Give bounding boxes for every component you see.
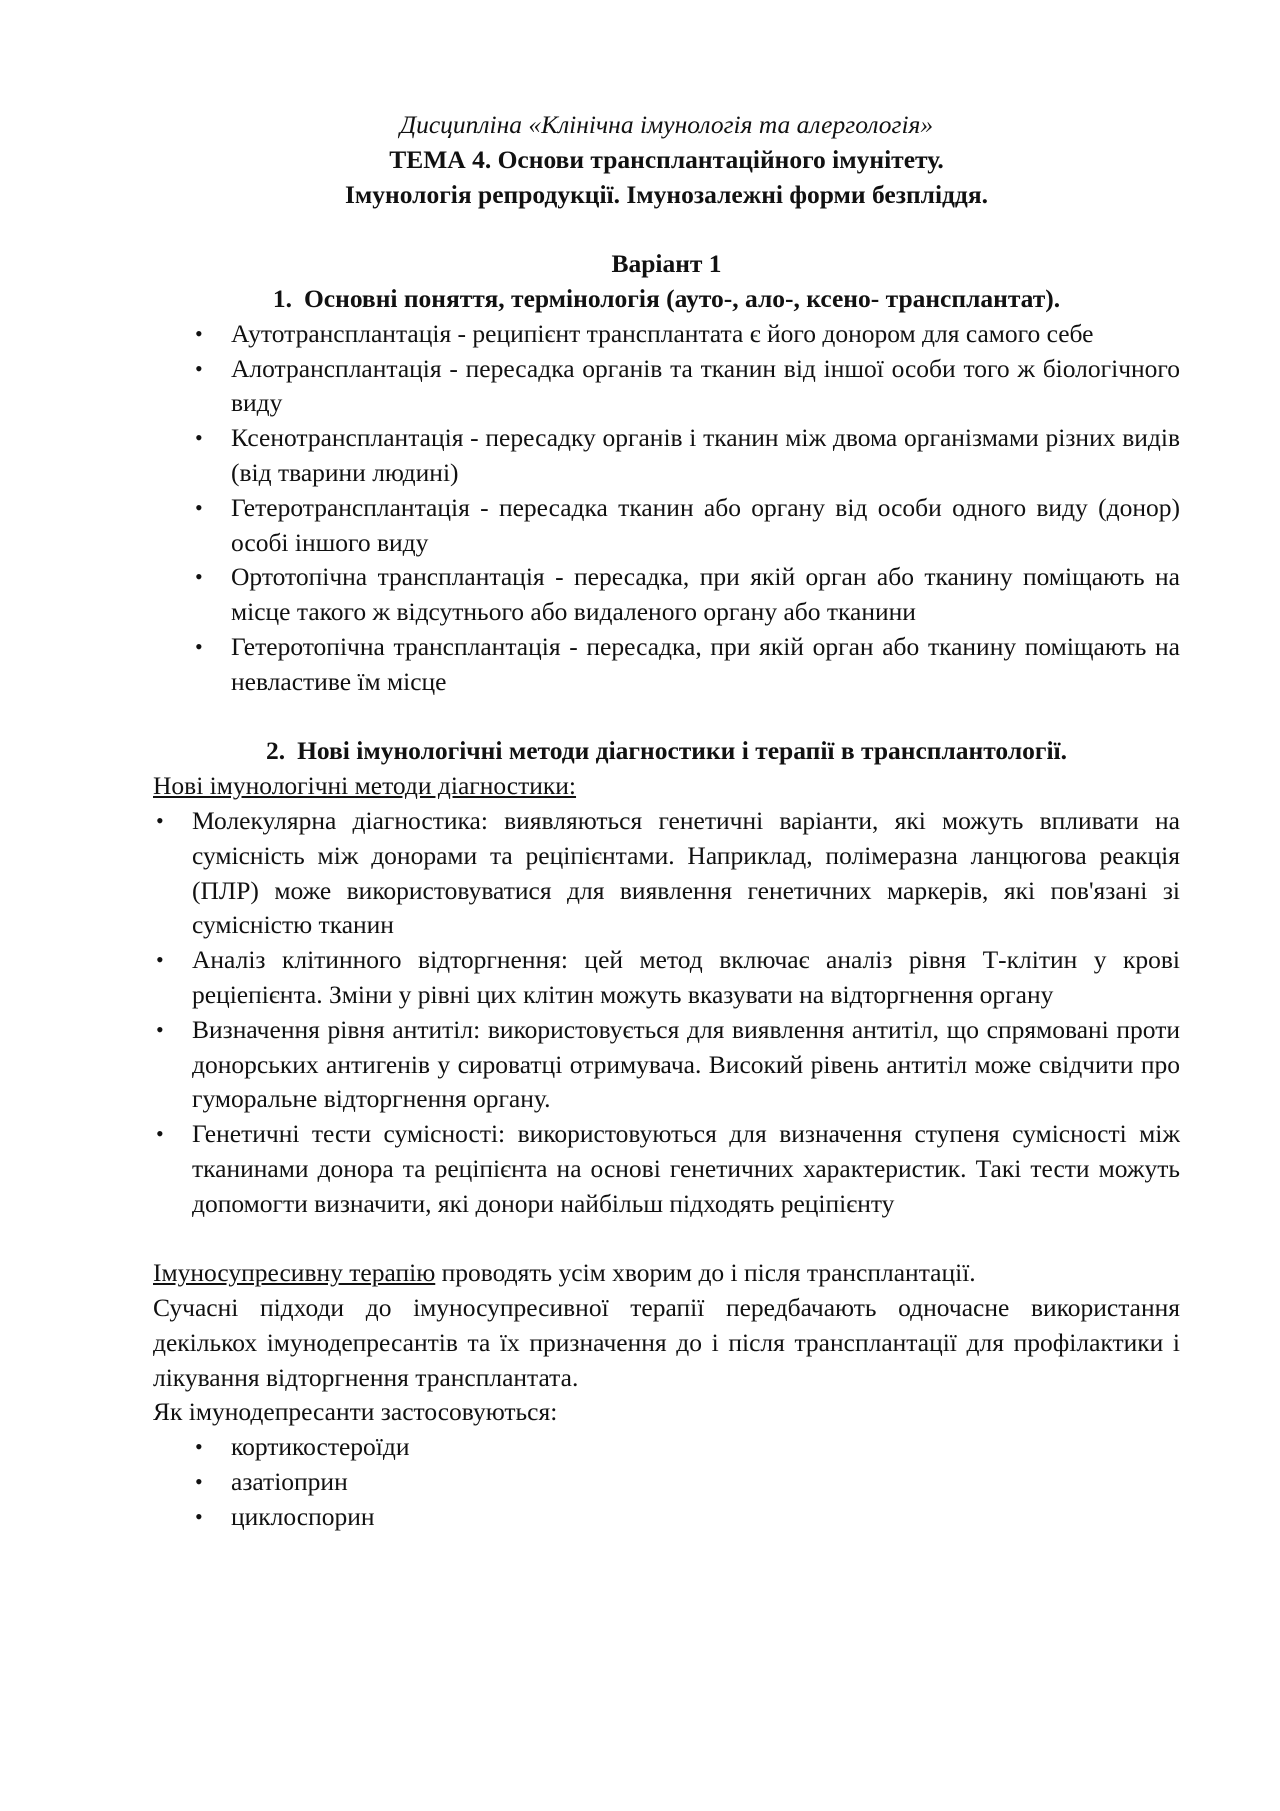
blank-line [153, 212, 1180, 247]
therapy-paragraph: Сучасні підходи до імуносупресивної терапії передбачають одночасне використання декількох імунодепресантів та їх призначення до і після трансплантації для профілактики і лікування відторгнення трансплантата. [153, 1293, 1180, 1392]
blank-line [153, 1222, 1180, 1257]
therapy-sentence [153, 1256, 1180, 1291]
discipline-title: Дисципліна «Клінічна імунологія та алергологія» [399, 110, 934, 139]
diagnostics-list [153, 804, 1180, 1222]
bullet-icon: • [195, 355, 203, 381]
list-item [153, 1117, 1180, 1221]
section-1-title: Основні поняття, термінологія (ауто-, ало-, ксено- трансплантат). [303, 283, 1061, 313]
bullet-icon: • [195, 1434, 203, 1460]
bullet-icon: • [195, 494, 203, 520]
list-item-text: азатіоприн [231, 1467, 348, 1497]
list-item [153, 943, 1180, 1013]
drugs-list [153, 1430, 1180, 1534]
therapy-sentence-rest: проводять усім хворим до і після трансплантації. [435, 1258, 976, 1288]
list-item-text: Гетеротопічна трансплантація - пересадка, при якій орган або тканину поміщають на невластиве їм місце [231, 631, 1180, 696]
section-1-number: 1. [272, 283, 292, 313]
list-item [153, 630, 1180, 700]
list-item-text: кортикостероїди [231, 1432, 410, 1462]
variant-heading: Варіант 1 [611, 249, 722, 279]
bullet-icon: • [195, 1503, 203, 1529]
drugs-intro: Як імунодепресанти застосовуються: [153, 1397, 558, 1427]
bullet-icon: • [156, 1016, 164, 1042]
list-item-text: Аутотрансплантація - реципієнт трансплантата є його донором для самого себе [231, 318, 1094, 348]
list-item [153, 421, 1180, 491]
bullet-icon: • [156, 1121, 164, 1147]
terminology-list [153, 317, 1180, 700]
list-item [153, 491, 1180, 561]
list-item [153, 352, 1180, 422]
list-item-text: Генетичні тести сумісності: використовуються для визначення ступеня сумісності між тканинами донора та реціпієнта на основі генетичних характеристик. Такі тести можуть допомогти визначити, які донори найбільш підходять реціпієнту [192, 1119, 1180, 1218]
section-1-heading [153, 282, 1180, 317]
list-item [153, 1500, 1180, 1535]
list-item [153, 1465, 1180, 1500]
list-item-text: Гетеротрансплантація - пересадка тканин або органу від особи одного виду (донор) особі іншого виду [231, 492, 1180, 557]
bullet-icon: • [195, 1469, 203, 1495]
list-item-text: Алотрансплантація - пересадка органів та тканин від іншої особи того ж біологічного виду [231, 353, 1180, 418]
list-item [153, 317, 1180, 352]
section-2-heading [153, 734, 1180, 769]
list-item [153, 560, 1180, 630]
list-item [153, 1013, 1180, 1117]
topic-title-line-1: ТЕМА 4. Основи трансплантаційного імунітету. [389, 144, 944, 174]
bullet-icon: • [195, 320, 203, 346]
bullet-icon: • [156, 947, 164, 973]
list-item [153, 1430, 1180, 1465]
list-item-text: Аналіз клітинного відторгнення: цей метод включає аналіз рівня Т-клітин у крові реціепієнта. Зміни у рівні цих клітин можуть вказувати на відторгнення органу [192, 945, 1180, 1009]
document-page [153, 108, 1180, 1535]
topic-title-line-2: Імунологія репродукції. Імунозалежні форми безпліддя. [344, 179, 989, 209]
section-2-title: Нові імунологічні методи діагностики і терапії в трансплантології. [297, 736, 1068, 766]
diagnostics-heading: Нові імунологічні методи діагностики: [153, 771, 577, 801]
list-item-text: Ортотопічна трансплантація - пересадка, при якій орган або тканину поміщають на місце такого ж відсутнього або видаленого органу або тканини [231, 562, 1180, 627]
list-item-text: Визначення рівня антитіл: використовується для виявлення антитіл, що спрямовані проти донорських антигенів у сироватці отримувача. Високий рівень антитіл може свідчити про гуморальне відторгнення органу. [192, 1014, 1180, 1114]
list-item-text: Ксенотрансплантація - пересадку органів і тканин між двома організмами різних видів (від тварини людині) [231, 423, 1180, 487]
list-item-text: Молекулярна діагностика: виявляються генетичні варіанти, які можуть впливати на сумісність між донорами та реціпієнтами. Наприклад, полімеразна ланцюгова реакція (ПЛР) може використовуватися для виявлення генетичних маркерів, які пов'язані зі сумісністю тканин [192, 805, 1180, 940]
bullet-icon: • [195, 564, 203, 590]
bullet-icon: • [156, 807, 164, 833]
list-item-text: циклоспорин [231, 1501, 375, 1531]
blank-line [153, 700, 1180, 735]
bullet-icon: • [195, 633, 203, 659]
therapy-term: Імуносупресивну терапію [153, 1258, 436, 1288]
section-2-number: 2. [265, 736, 286, 766]
bullet-icon: • [195, 425, 203, 451]
list-item [153, 804, 1180, 943]
